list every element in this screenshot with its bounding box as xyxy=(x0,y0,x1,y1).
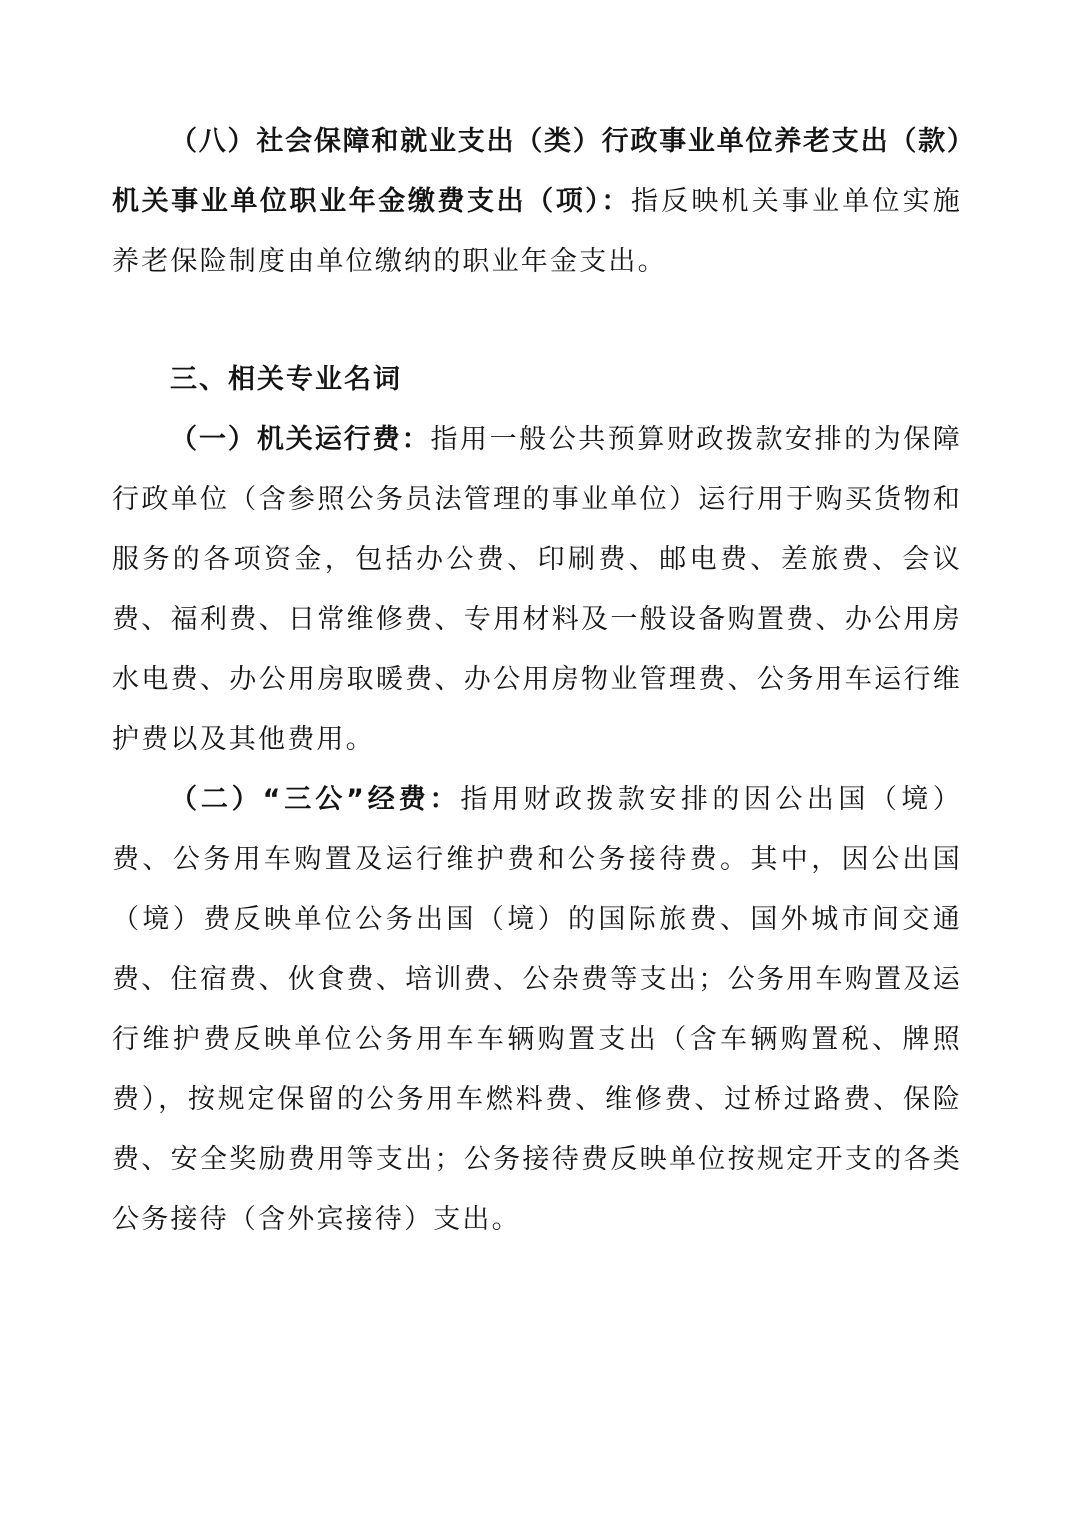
paragraph-operating-expenses xyxy=(112,410,962,770)
paragraph-pension-annuity xyxy=(112,112,962,292)
paragraph-three-public-expenses-label: （二）“三公”经费： xyxy=(170,784,461,815)
section-heading-terms: 三、相关专业名词 xyxy=(170,364,402,395)
section-spacer xyxy=(112,292,962,350)
paragraph-three-public-expenses-text: 指用财政拨款安排的因公出国（境）费、公务用车购置及运行维护费和公务接待费。其中，因公出国（境）费反映单位公务出国（境）的国际旅费、国外城市间交通费、住宿费、伙食费、培训费、公杂费等支出；公务用车购置及运行维护费反映单位公务用车车辆购置支出（含车辆购置税、牌照费），按规定保留的公务用车燃料费、维修费、过桥过路费、保险费、安全奖励费用等支出；公务接待费反映单位按规定开支的各类公务接待（含外宾接待）支出。 xyxy=(112,784,962,1235)
paragraph-pension-annuity-text: 指反映机关事业单位实施养老保险制度由单位缴纳的职业年金支出。 xyxy=(112,186,962,277)
paragraph-operating-expenses-label: （一）机关运行费： xyxy=(170,424,431,455)
paragraph-pension-annuity-label: （八）社会保障和就业支出（类）行政事业单位养老支出（款）机关事业单位职业年金缴费支出（项）： xyxy=(112,126,962,217)
document-body xyxy=(112,112,962,1250)
paragraph-operating-expenses-text: 指用一般公共预算财政拨款安排的为保障行政单位（含参照公务员法管理的事业单位）运行用于购买货物和服务的各项资金，包括办公费、印刷费、邮电费、差旅费、会议费、福利费、日常维修费、专用材料及一般设备购置费、办公用房水电费、办公用房取暖费、办公用房物业管理费、公务用车运行维护费以及其他费用。 xyxy=(112,424,962,755)
paragraph-three-public-expenses xyxy=(112,770,962,1250)
